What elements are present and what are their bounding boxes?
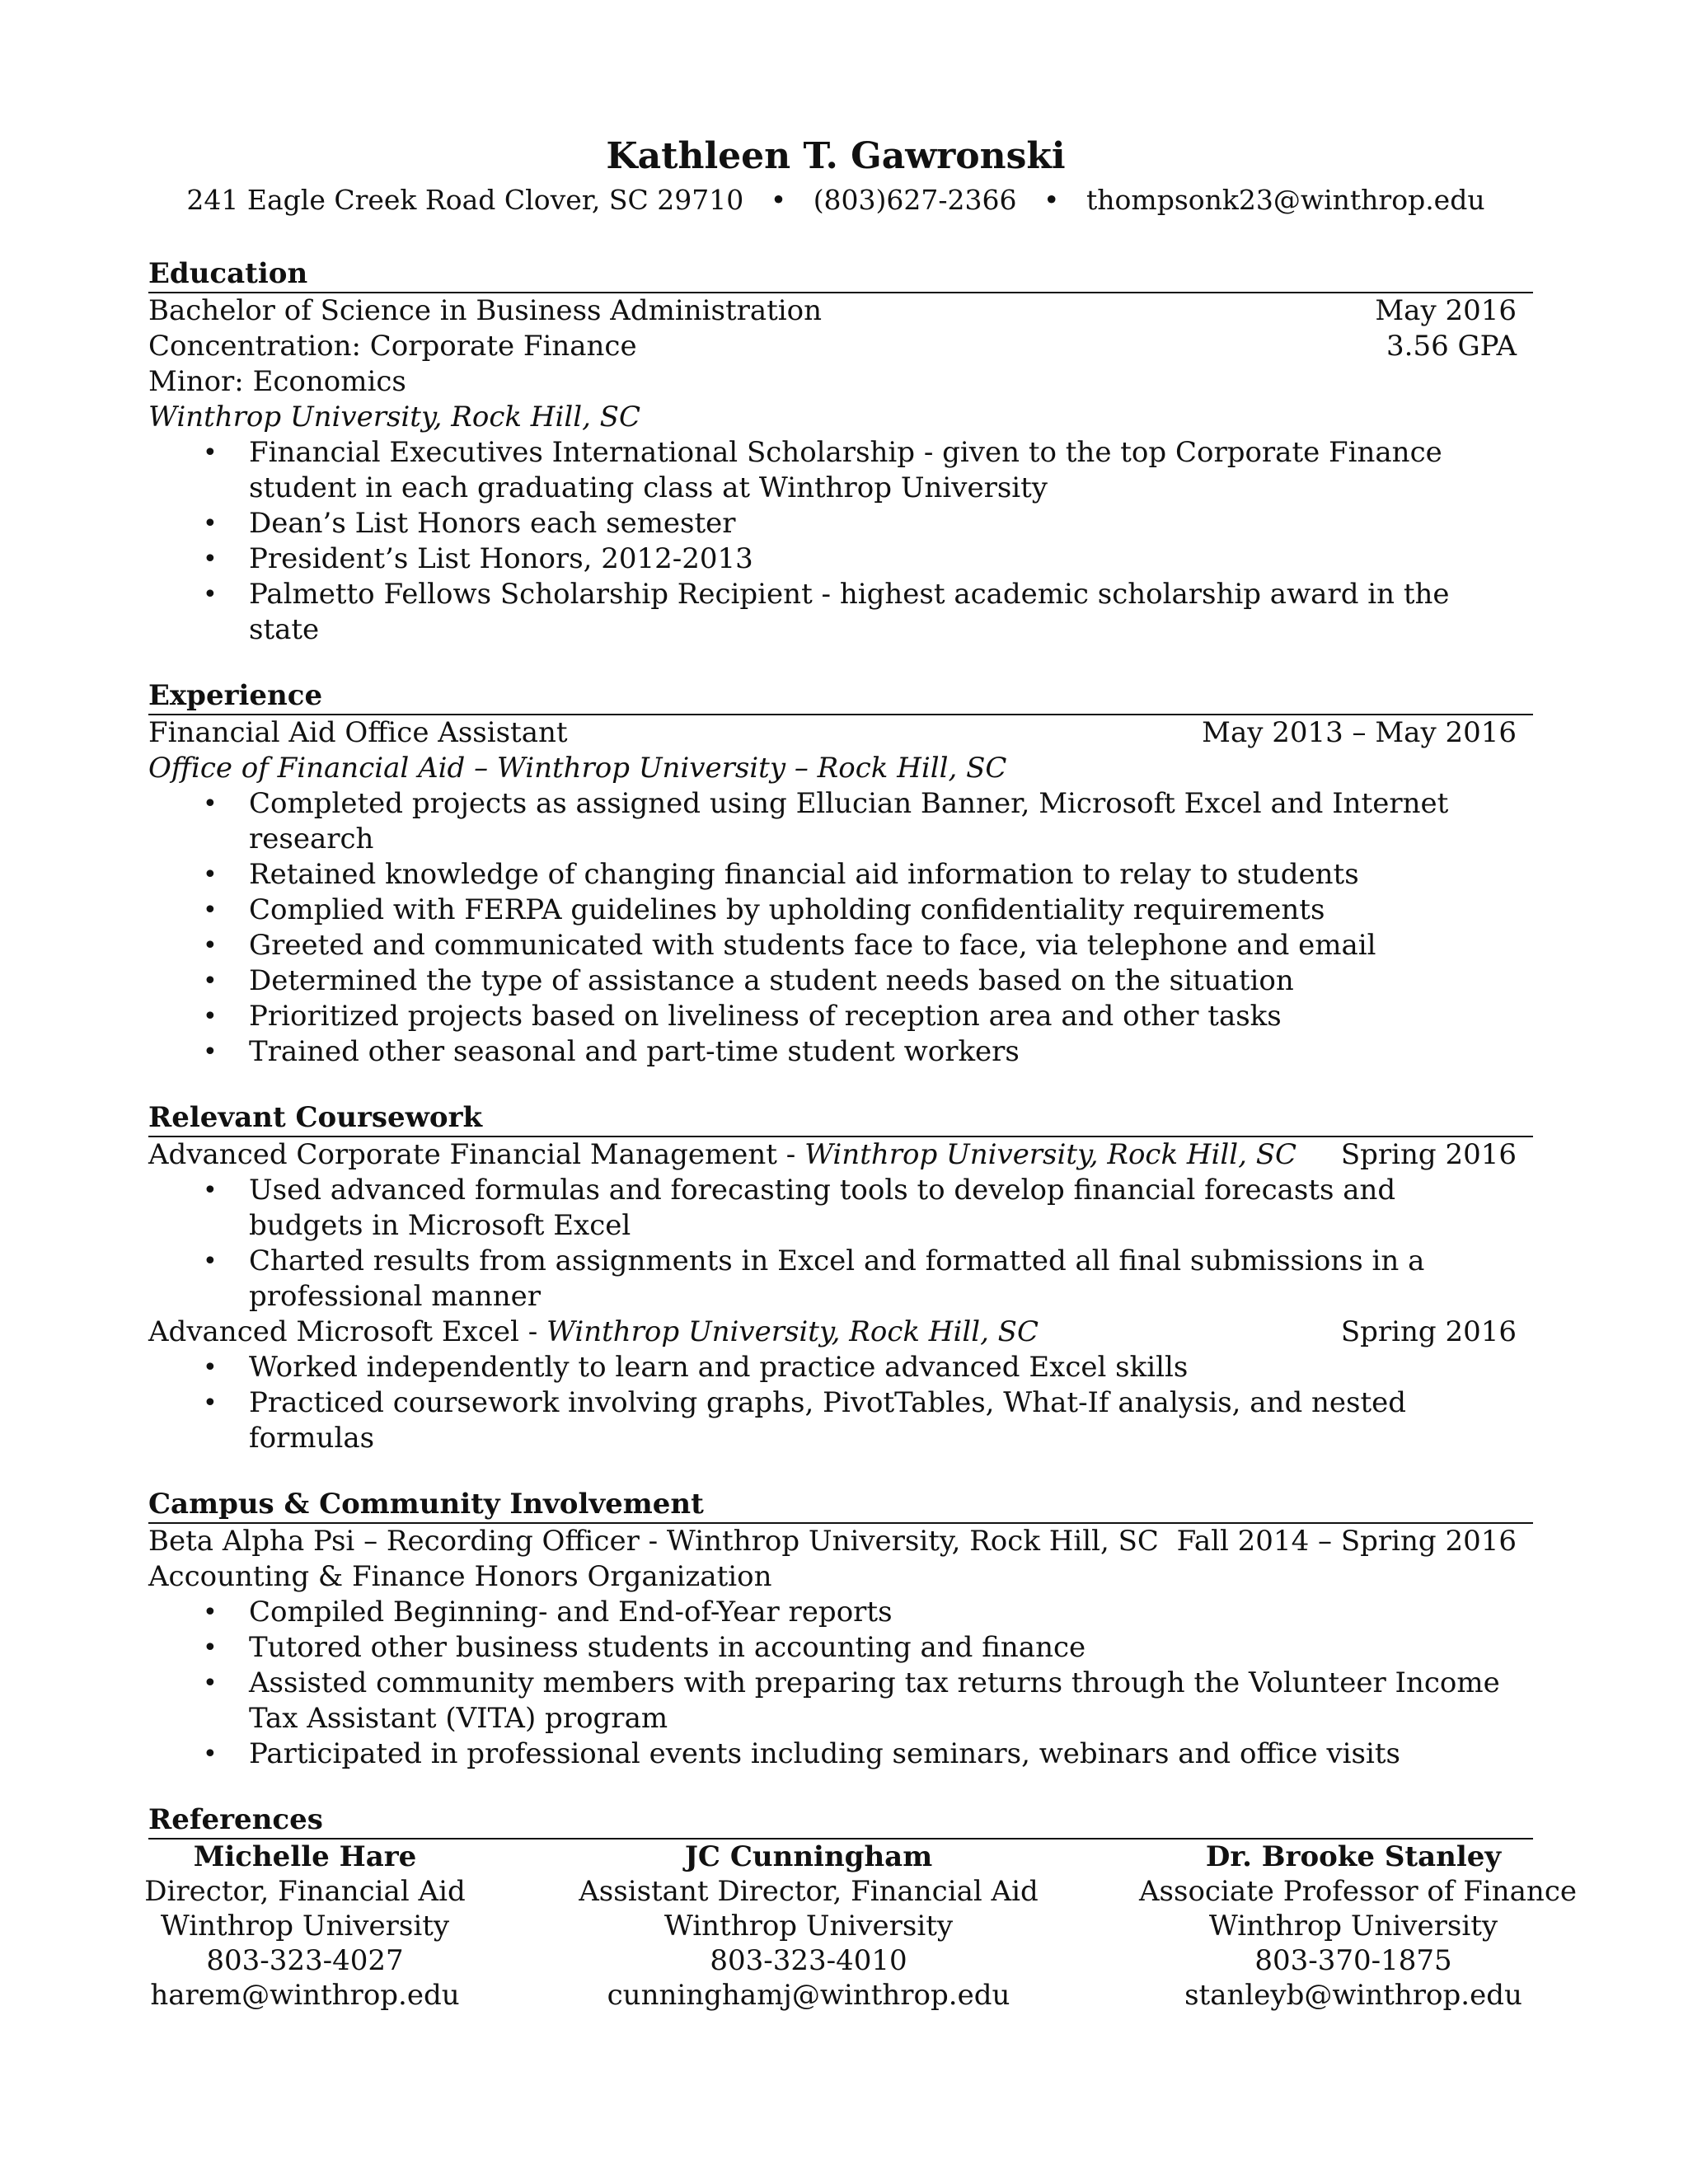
email-link[interactable]: thompsonk23@winthrop.edu <box>1086 184 1485 216</box>
reference-phone: 803-370-1875 <box>1254 1944 1452 1977</box>
degree-date: May 2016 <box>1375 294 1517 327</box>
list-item: • Retained knowledge of changing financial aid information to relay to students <box>203 858 1359 891</box>
involvement-role: Beta Alpha Psi – Recording Officer - Winthrop University, Rock Hill, SC <box>148 1525 1159 1558</box>
reference-email[interactable]: harem@winthrop.edu <box>150 1979 460 2012</box>
bullet-icon: • <box>203 1002 218 1031</box>
degree-row <box>148 293 1523 329</box>
course-school: Winthrop University, Rock Hill, SC <box>804 1138 1297 1171</box>
course-name: Advanced Corporate Financial Management - <box>148 1138 805 1171</box>
list-item: • Complied with FERPA guidelines by upholding confidentiality requirements <box>203 893 1325 926</box>
bullet-icon: • <box>203 860 218 889</box>
role: Financial Aid Office Assistant <box>148 716 568 749</box>
education-bullets <box>148 435 1523 648</box>
references-columns <box>132 1840 1577 2013</box>
bullet-icon: • <box>203 1389 218 1418</box>
reference-card <box>578 1840 1039 2013</box>
list-item: • Charted results from assignments in Excel and formatted all final submissions in a professional manner <box>203 1244 1425 1313</box>
section-title-references: References <box>148 1802 1533 1840</box>
reference-title: Director, Financial Aid <box>144 1875 466 1908</box>
bullet-icon: • <box>203 1247 218 1276</box>
list-item: • President’s List Honors, 2012-2013 <box>203 542 753 575</box>
bullet-icon: • <box>203 1176 218 1205</box>
course-row <box>148 1137 1523 1173</box>
minor: Minor: Economics <box>148 365 406 398</box>
separator-dot: • <box>1043 184 1060 216</box>
employer: Office of Financial Aid – Winthrop University – Rock Hill, SC <box>148 752 1007 785</box>
bullet-icon: • <box>203 1740 218 1769</box>
involvement-row <box>148 1524 1523 1559</box>
reference-title: Associate Professor of Finance <box>1139 1875 1577 1908</box>
resume-page <box>144 132 1577 2013</box>
list-item: • Greeted and communicated with students face to face, via telephone and email <box>203 929 1376 962</box>
references-section <box>144 1802 1577 2013</box>
course-date: Spring 2016 <box>1340 1138 1517 1171</box>
bullet-icon: • <box>203 438 218 467</box>
reference-org: Winthrop University <box>1208 1910 1498 1943</box>
experience-section <box>148 677 1523 1070</box>
list-item: • Tutored other business students in accounting and finance <box>203 1631 1086 1664</box>
list-item: • Assisted community members with preparing tax returns through the Volunteer Income Tax Assistant (VITA) program <box>203 1666 1500 1735</box>
list-item: • Financial Executives International Scholarship - given to the top Corporate Finance student in each graduating class at Winthrop University <box>203 436 1442 504</box>
education-section <box>148 255 1523 648</box>
list-item: • Worked independently to learn and practice advanced Excel skills <box>203 1351 1189 1384</box>
list-item: • Prioritized projects based on liveliness of reception area and other tasks <box>203 1000 1282 1033</box>
bullet-icon: • <box>203 509 218 538</box>
bullet-icon: • <box>203 1598 218 1627</box>
candidate-name: Kathleen T. Gawronski <box>606 135 1066 177</box>
reference-email[interactable]: stanleyb@winthrop.edu <box>1184 1979 1522 2012</box>
list-item: • Dean’s List Honors each semester <box>203 507 736 540</box>
reference-title: Assistant Director, Financial Aid <box>579 1875 1039 1908</box>
bullet-icon: • <box>203 580 218 609</box>
reference-name: Dr. Brooke Stanley <box>1205 1840 1502 1873</box>
role-date: May 2013 – May 2016 <box>1202 716 1517 749</box>
reference-org: Winthrop University <box>160 1910 450 1943</box>
bullet-icon: • <box>203 1353 218 1382</box>
address: 241 Eagle Creek Road Clover, SC 29710 <box>186 184 744 216</box>
school: Winthrop University, Rock Hill, SC <box>148 401 640 434</box>
list-item: • Palmetto Fellows Scholarship Recipient - highest academic scholarship award in the state <box>203 578 1450 646</box>
bullet-icon: • <box>203 896 218 925</box>
involvement-org: Accounting & Finance Honors Organization <box>148 1560 772 1593</box>
experience-bullets <box>148 786 1523 1070</box>
reference-phone: 803-323-4027 <box>206 1944 404 1977</box>
reference-card <box>1139 1840 1577 2013</box>
bullet-icon: • <box>203 790 218 818</box>
bullet-icon: • <box>203 1038 218 1066</box>
phone: (803)627-2366 <box>813 184 1017 216</box>
list-item: • Determined the type of assistance a student needs based on the situation <box>203 964 1294 997</box>
section-title-coursework: Relevant Coursework <box>148 1099 1533 1137</box>
gpa: 3.56 GPA <box>1386 330 1517 363</box>
section-title-experience: Experience <box>148 677 1533 715</box>
reference-name: JC Cunningham <box>684 1840 933 1873</box>
bullet-icon: • <box>203 1669 218 1698</box>
reference-org: Winthrop University <box>663 1910 954 1943</box>
contact-line <box>148 181 1523 219</box>
section-title-involvement: Campus & Community Involvement <box>148 1486 1533 1524</box>
section-title-education: Education <box>148 255 1533 293</box>
bullet-icon: • <box>203 967 218 996</box>
list-item: • Participated in professional events including seminars, webinars and office visits <box>203 1737 1400 1770</box>
separator-dot: • <box>770 184 787 216</box>
list-item: • Completed projects as assigned using Ellucian Banner, Microsoft Excel and Internet research <box>203 787 1449 855</box>
concentration-row <box>148 329 1523 364</box>
involvement-section <box>148 1486 1523 1772</box>
bullet-icon: • <box>203 931 218 960</box>
reference-phone: 803-323-4010 <box>710 1944 907 1977</box>
course-bullets <box>148 1173 1523 1315</box>
course-school: Winthrop University, Rock Hill, SC <box>546 1315 1039 1348</box>
course-name: Advanced Microsoft Excel - <box>148 1315 546 1348</box>
coursework-section <box>148 1099 1523 1456</box>
course-bullets <box>148 1350 1523 1456</box>
role-row <box>148 715 1523 751</box>
list-item: • Trained other seasonal and part-time student workers <box>203 1035 1020 1068</box>
course-date: Spring 2016 <box>1340 1315 1517 1348</box>
bullet-icon: • <box>203 1633 218 1662</box>
reference-card <box>132 1840 478 2013</box>
list-item: • Used advanced formulas and forecasting tools to develop financial forecasts and budgets in Microsoft Excel <box>203 1174 1396 1242</box>
course-row <box>148 1315 1523 1350</box>
bullet-icon: • <box>203 545 218 574</box>
concentration: Concentration: Corporate Finance <box>148 330 637 363</box>
reference-name: Michelle Hare <box>193 1840 417 1873</box>
degree: Bachelor of Science in Business Administration <box>148 294 823 327</box>
list-item: • Practiced coursework involving graphs, PivotTables, What-If analysis, and nested formulas <box>203 1386 1407 1455</box>
involvement-date: Fall 2014 – Spring 2016 <box>1176 1525 1517 1558</box>
list-item: • Compiled Beginning- and End-of-Year reports <box>203 1596 893 1629</box>
involvement-bullets <box>148 1595 1523 1772</box>
reference-email[interactable]: cunninghamj@winthrop.edu <box>607 1979 1010 2012</box>
